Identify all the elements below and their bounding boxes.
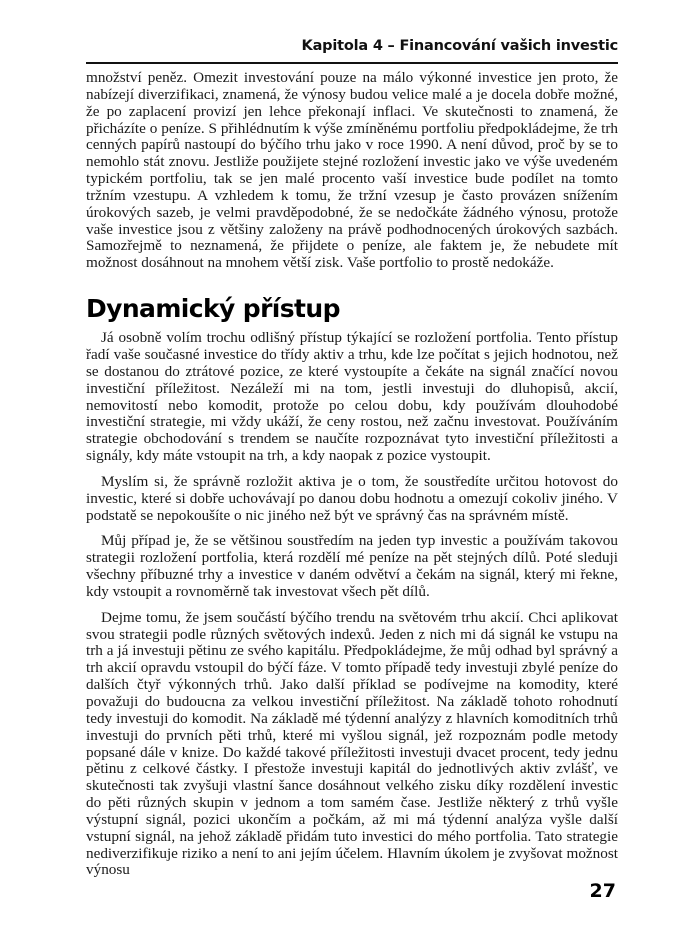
paragraph: Myslím si, že správně rozložit aktiva je o tom, že soustředíte určitou hotovost do investic, které si dobře uchovávají po danou dobu hodnotu a omezují cokoliv jiného. V podstatě se nepokoušíte o nic jiného než být ve správný čas na správném místě. — [86, 472, 618, 524]
page-number: 27 — [589, 880, 616, 902]
page-body — [86, 70, 618, 879]
section-heading: Dynamický přístup — [86, 294, 340, 324]
paragraph: Můj případ je, že se většinou soustředím na jeden typ investic a používám takovou strategii rozložení portfolia, která rozdělí mé peníze na pět stejných dílů. Poté sleduji všechny příbuzné trhy a investice v daném odvětví a čekám na signál, který mi řekne, kdy vstoupit a rovnoměrně tak investovat všech pět dílů. — [86, 532, 618, 600]
header-rule — [86, 62, 618, 64]
paragraph: Dejme tomu, že jsem součástí býčího trendu na světovém trhu akcií. Chci aplikovat svou strategii podle různých světových indexů. Jeden z nich mi dá signál ke vstupu na trh a já investuji pětinu ze svého kapitálu. Předpokládejme, že můj odhad byl správný a trh akcií opravdu vstoupil do býčí fáze. V tomto případě tedy investuji zbylé peníze do dalších čtyř výkonných trhů. Jako další příklad se podívejme na komodity, které považuji do budoucna za velkou investiční příležitost. Na základě tohoto rohodnutí tedy investuji do komodit. Na základě mé týdenní analýzy z hlavních komoditních trhů investuji do prvních pěti trhů, které mi vyšlou signál, jež rozpoznám podle metody popsané dále v knize. Do každé takové příležitosti investuji dvacet procent, tedy jednu pětinu z celkové částky. I přestože investuji kapitál do jednotlivých aktiv zvlášť, ve skutečnosti tak zvyšuji vlastní šance dosáhnout velkého zisku díky rozdělení investic do pěti různých skupin v jednom a tom samém čase. Jestliže některý z trhů vyšle výstupní signál, pozici ukončím a počkám, až mi má týdenní analýza vyšle další vstupní signál, na jehož základě přidám tuto investici do mého portfolia. Tato strategie nediverzifikuje riziko a není to ani jejím účelem. Hlavním úkolem je zvyšovat možnost výnosu — [86, 608, 618, 879]
intro-paragraph: množství peněz. Omezit investování pouze na málo výkonné investice jen proto, že nabízejí diverzifikaci, znamená, že výnosy budou velice malé a je docela dobře možné, že po zaplacení provizí jen lehce překonají inflaci. Ve skutečnosti to znamená, že přicházíte o peníze. S přihlédnutím k výše zmíněnému portfoliu předpokládejme, že trh cenných papírů nastoupí do býčího trhu jako v roce 1990. A není důvod, proč by se to nemohlo stát znovu. Jestliže použijete stejné rozložení investic jako ve výše uvedeném typickém portfoliu, tak se jen malé procento vaší investice bude podílet na tomto tržním vzestupu. A vzhledem k tomu, že tržní vzesup je často provázen snížením úrokových sazeb, je velmi pravděpodobné, že se nedočkáte žádného výnosu, protože vaše investice jsou z většiny založeny na právě podhodnocených úrokových sazbách. Samozřejmě to neznamená, že přijdete o peníze, ale faktem je, že nebudete mít možnost dosáhnout na mnohem větší zisk. Vaše portfolio to prostě nedokáže. — [86, 69, 618, 272]
paragraph: Já osobně volím trochu odlišný přístup týkající se rozložení portfolia. Tento přístup řadí vaše současné investice do třídy aktiv a trhu, kde lze počítat s jejich hodnotou, než se dostanou do ztrátové pozice, ze které vystoupíte a čekáte na signál značící novou investiční příležitost. Nezáleží mi na tom, jestli investuji do dluhopisů, akcií, nemovitostí nebo komodit, protože po celou dobu, kdy používám dlouhodobé investiční strategie, mi vždy ukáží, že ceny rostou, než začnu investovat. Používáním strategie obchodování s trendem se naučíte rozpoznávat tyto investiční příležitosti a signály, kdy máte vstoupit na trh, a kdy naopak z pozice vystoupit. — [86, 329, 618, 465]
running-header-title: Kapitola 4 – Financování vašich investic — [301, 38, 618, 54]
